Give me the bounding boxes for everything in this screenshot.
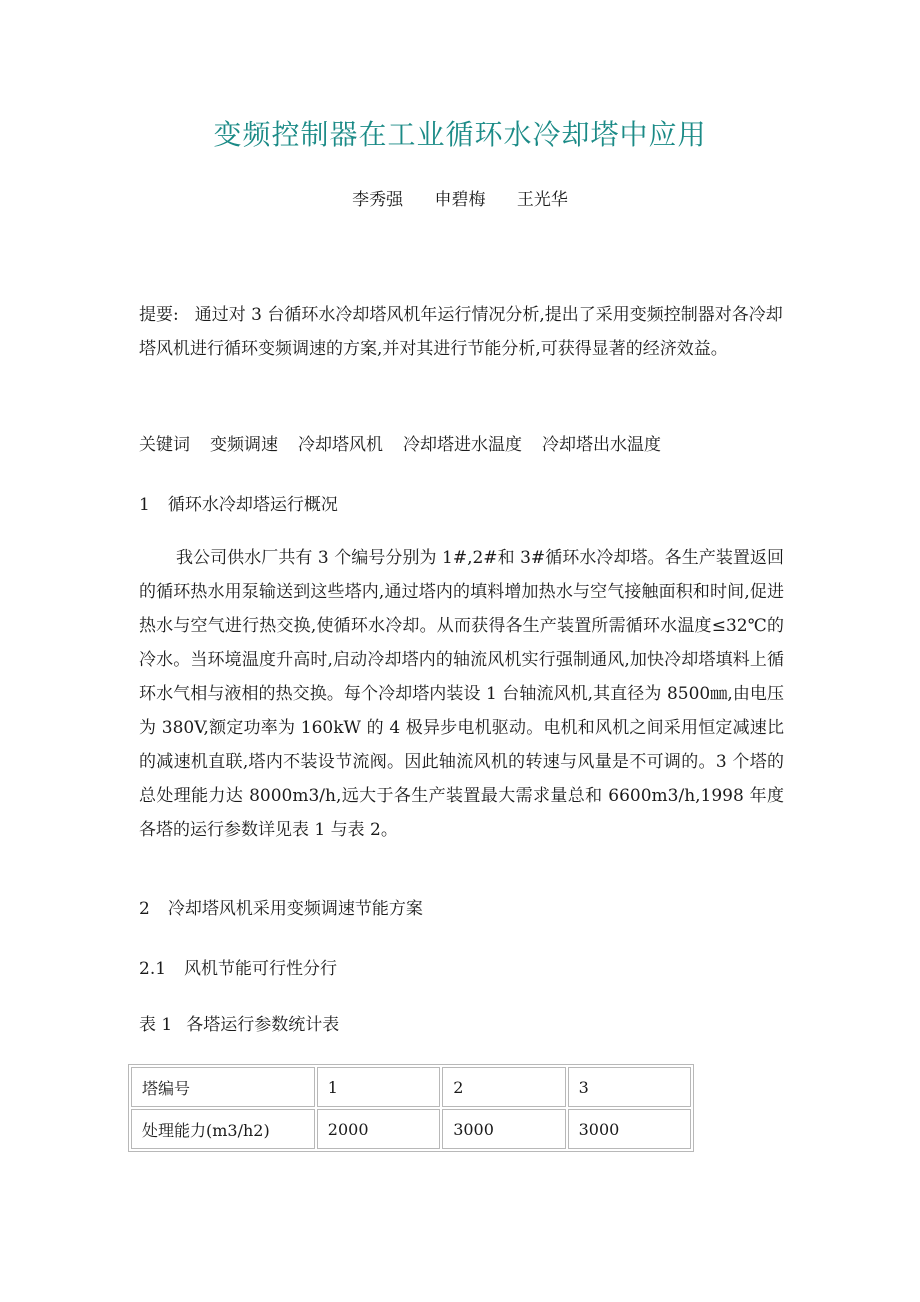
table-row: [131, 1109, 691, 1149]
author-name: 李秀强: [352, 190, 404, 210]
keyword: 冷却塔出水温度: [542, 435, 661, 455]
abstract-text: 通过对 3 台循环水冷却塔风机年运行情况分析,提出了采用变频控制器对各冷却塔风机进行循环变频调速的方案,并对其进行节能分析,可获得显著的经济效益。: [139, 305, 783, 359]
author-name: 申碧梅: [434, 190, 486, 210]
keyword: 冷却塔进水温度: [403, 435, 522, 455]
keyword: 变频调速: [210, 435, 278, 455]
table-1-caption: [139, 1008, 784, 1042]
section-number: 2: [139, 899, 150, 919]
section-2-1-heading: [139, 952, 784, 986]
table-cell: 3000: [568, 1109, 691, 1149]
section-title: 风机节能可行性分行: [184, 959, 338, 979]
document-title: 变频控制器在工业循环水冷却塔中应用: [213, 118, 707, 151]
section-1-heading: [139, 488, 784, 522]
abstract: [139, 298, 784, 366]
section-2-heading: [139, 892, 784, 926]
abstract-label: 提要:: [139, 305, 179, 325]
section-title: 循环水冷却塔运行概况: [167, 495, 338, 515]
table-row: [131, 1067, 691, 1107]
section-1-paragraph: 我公司供水厂共有 3 个编号分别为 1#,2#和 3#循环水冷却塔。各生产装置返回的循环热水用泵输送到这些塔内,通过塔内的填料增加热水与空气接触面积和时间,促进热水与空气进行热交换,使循环水冷却。从而获得各生产装置所需循环水温度≤32℃的冷水。当环境温度升高时,启动冷却塔内的轴流风机实行强制通风,加快冷却塔填料上循环水气相与液相的热交换。每个冷却塔内装设 1 台轴流风机,其直径为 8500㎜,由电压为 380V,额定功率为 160kW 的 4 极异步电机驱动。电机和风机之间采用恒定减速比的减速机直联,塔内不装设节流阀。因此轴流风机的转速与风量是不可调的。3 个塔的总处理能力达 8000m3/h,远大于各生产装置最大需求量总和 6600m3/h,1998 年度各塔的运行参数详见表 1 与表 2。: [139, 548, 784, 840]
author-name: 王光华: [516, 190, 568, 210]
section-number: 1: [139, 495, 150, 515]
section-number: 2.1: [139, 959, 167, 979]
table-cell: 1: [317, 1067, 440, 1107]
table-cell: 2000: [317, 1109, 440, 1149]
table-number: 表 1: [139, 1015, 173, 1035]
table-cell: 3000: [442, 1109, 565, 1149]
section-title: 冷却塔风机采用变频调速节能方案: [167, 899, 423, 919]
keyword: 冷却塔风机: [298, 435, 383, 455]
table-cell: 2: [442, 1067, 565, 1107]
table-title: 各塔运行参数统计表: [186, 1015, 340, 1035]
keywords-label: 关键词: [139, 435, 190, 455]
author-list: [0, 186, 920, 214]
table-cell: 处理能力(m3/h2): [131, 1109, 315, 1149]
table-cell: 3: [568, 1067, 691, 1107]
table-1: [128, 1064, 694, 1152]
keywords: [139, 428, 784, 462]
table-cell: 塔编号: [131, 1067, 315, 1107]
